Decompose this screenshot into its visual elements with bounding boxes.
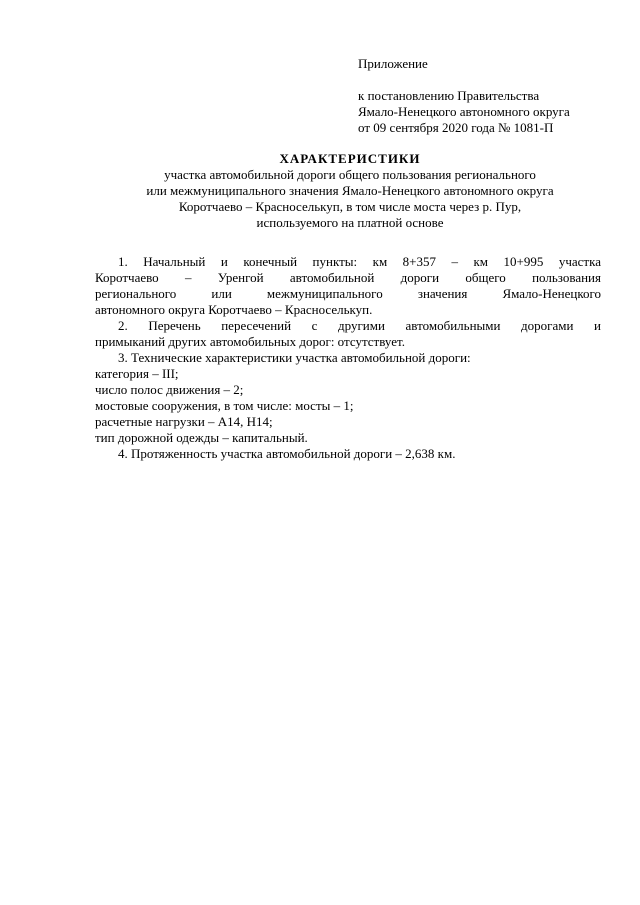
item-3-subline: число полос движения – 2;	[95, 382, 244, 397]
item-2-line: примыканий других автомобильных дорог: отсутствует.	[95, 334, 405, 349]
appendix-line: от 09 сентября 2020 года № 1081-П	[358, 120, 554, 135]
item-1-line: Коротчаево – Уренгой автомобильной дороги общего пользования	[95, 270, 601, 285]
document-subtitle-line: используемого на платной основе	[256, 215, 444, 230]
item-1-line: 1. Начальный и конечный пункты: км 8+357 – км 10+995 участка	[118, 254, 601, 269]
item-2-line: 2. Перечень пересечений с другими автомобильными дорогами и	[118, 318, 601, 333]
item-3-subline: мостовые сооружения, в том числе: мосты – 1;	[95, 398, 354, 413]
document-subtitle-line: участка автомобильной дороги общего пользования регионального	[164, 167, 536, 182]
item-3-subline: категория – III;	[95, 366, 179, 381]
item-4-line: 4. Протяженность участка автомобильной дороги – 2,638 км.	[118, 446, 456, 461]
document-subtitle-line: Коротчаево – Красноселькуп, в том числе моста через р. Пур,	[178, 199, 522, 214]
spacer	[358, 72, 628, 88]
appendix-title: Приложение	[358, 56, 428, 71]
appendix-line: Ямало-Ненецкого автономного округа	[358, 104, 570, 119]
document-body	[95, 254, 601, 462]
appendix-block	[358, 56, 628, 136]
item-3-subline: расчетные нагрузки – А14, Н14;	[95, 414, 273, 429]
document-title: ХАРАКТЕРИСТИКИ	[279, 151, 421, 166]
item-1-line: регионального или межмуниципального значения Ямало-Ненецкого	[95, 286, 601, 301]
document-heading	[60, 151, 640, 231]
item-3-subline: тип дорожной одежды – капитальный.	[95, 430, 308, 445]
item-1-line: автономного округа Коротчаево – Красноселькуп.	[95, 302, 373, 317]
appendix-line: к постановлению Правительства	[358, 88, 540, 103]
document-subtitle-line: или межмуниципального значения Ямало-Ненецкого автономного округа	[146, 183, 554, 198]
item-3-heading: 3. Технические характеристики участка автомобильной дороги:	[118, 350, 471, 365]
